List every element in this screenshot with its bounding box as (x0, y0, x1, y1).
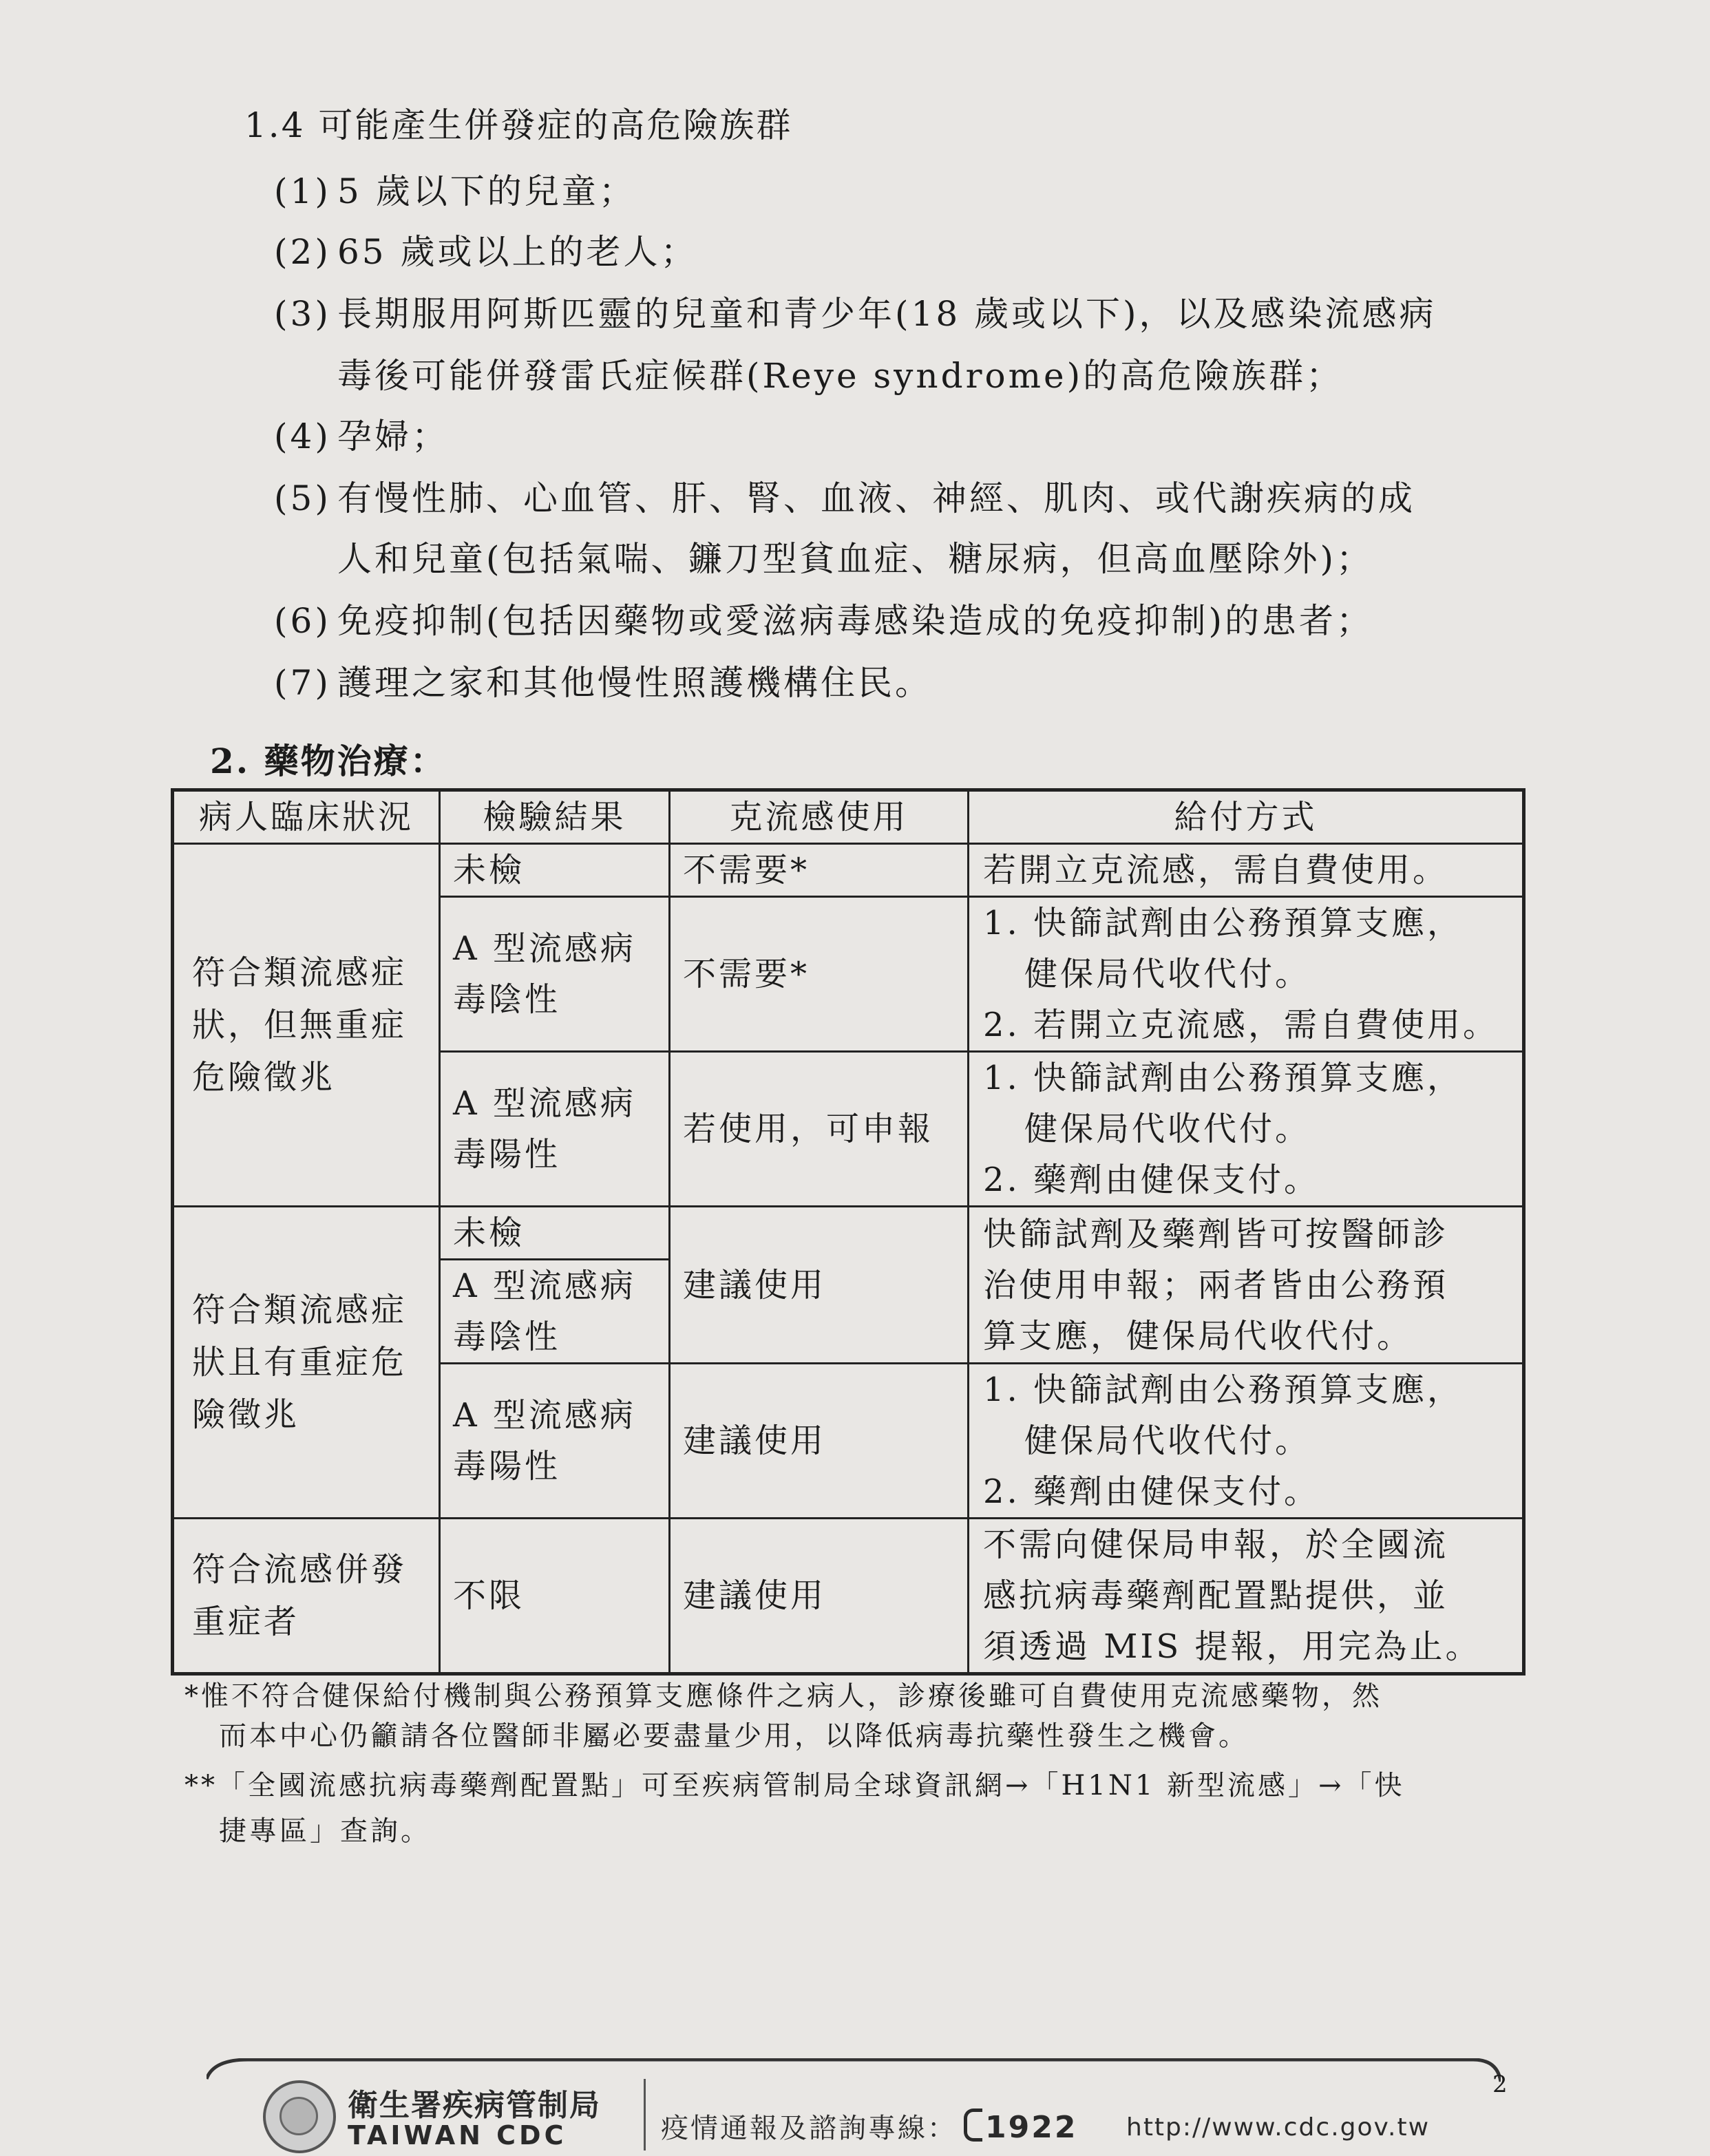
item-number: (7) (274, 663, 331, 703)
payment-cell: 1. 快篩試劑由公務預算支應， 健保局代收代付。 2. 藥劑由健保支付。 (969, 1364, 1524, 1519)
test-result-cell: A 型流感病 毒陰性 (440, 1260, 670, 1364)
footnote-1: *惟不符合健保給付機制與公務預算支應條件之病人，診療後雖可自費使用克流感藥物，然 (184, 1680, 1382, 1712)
payment-cell: 1. 快篩試劑由公務預算支應， 健保局代收代付。 2. 若開立克流感，需自費使用。 (969, 897, 1524, 1052)
test-result-cell: A 型流感病 毒陽性 (440, 1364, 670, 1519)
item-number: (6) (274, 601, 331, 641)
payment-cell: 不需向健保局申報，於全國流 感抗病毒藥劑配置點提供，並 須透過 MIS 提報，用完為止。 (969, 1519, 1524, 1674)
header-payment-method: 給付方式 (969, 790, 1524, 844)
table-row (173, 1519, 1524, 1674)
footer-url: http://www.cdc.gov.tw (1126, 2113, 1431, 2142)
list-item (274, 471, 1415, 520)
phone-icon (964, 2109, 982, 2142)
drug-treatment-table (171, 788, 1526, 1676)
tamiflu-use-cell: 建議使用 (670, 1364, 969, 1519)
test-result-cell: 不限 (440, 1519, 670, 1674)
table-header-row (173, 790, 1524, 844)
test-result-cell: 未檢 (440, 1207, 670, 1260)
header-test-result: 檢驗結果 (440, 790, 670, 844)
tamiflu-use-cell: 不需要* (670, 897, 969, 1052)
tamiflu-use-cell: 若使用，可申報 (670, 1052, 969, 1207)
section-2-title: 2. 藥物治療： (210, 741, 447, 781)
item-number: (5) (274, 478, 331, 518)
item-text: 有慢性肺、心血管、肝、腎、血液、神經、肌肉、或代謝疾病的成 (337, 478, 1415, 518)
list-item (274, 409, 449, 458)
item-text: 孕婦； (337, 416, 449, 456)
condition-cell: 符合類流感症 狀且有重症危 險徵兆 (173, 1207, 440, 1519)
test-result-cell: 未檢 (440, 844, 670, 897)
section-1-4-title: 1.4 可能產生併發症的高危險族群 (244, 105, 793, 145)
header-tamiflu-use: 克流感使用 (670, 790, 969, 844)
table-row (173, 1207, 1524, 1260)
footnote-1-continued: 而本中心仍籲請各位醫師非屬必要盡量少用，以降低病毒抗藥性發生之機會。 (219, 1720, 1249, 1752)
test-result-cell: A 型流感病 毒陰性 (440, 897, 670, 1052)
tamiflu-use-cell: 建議使用 (670, 1207, 969, 1364)
item-text: 5 歲以下的兒童； (337, 171, 636, 211)
footer-divider (644, 2079, 646, 2150)
payment-cell: 快篩試劑及藥劑皆可按醫師診 治使用申報；兩者皆由公務預 算支應，健保局代收代付。 (969, 1207, 1524, 1364)
hotline-number: 1922 (985, 2110, 1078, 2145)
list-item (274, 286, 1437, 336)
page-number: 2 (1492, 2071, 1508, 2098)
payment-cell: 若開立克流感，需自費使用。 (969, 844, 1524, 897)
item-text: 65 歲或以上的老人； (337, 232, 698, 272)
list-item (274, 164, 636, 213)
item-number: (1) (274, 171, 331, 211)
item-text: 免疫抑制(包括因藥物或愛滋病毒感染造成的免疫抑制)的患者； (337, 601, 1374, 641)
footer-hotline (661, 2106, 1077, 2146)
footnote-2: **「全國流感抗病毒藥劑配置點」可至疾病管制局全球資訊網→「H1N1 新型流感」→「快 (184, 1770, 1405, 1801)
list-item (274, 655, 932, 705)
tamiflu-use-cell: 建議使用 (670, 1519, 969, 1674)
tamiflu-use-cell: 不需要* (670, 844, 969, 897)
item-text: 長期服用阿斯匹靈的兒童和青少年(18 歲或以下)，以及感染流感病 (337, 294, 1437, 334)
item-text-continued: 人和兒童(包括氣喘、鐮刀型貧血症、糖尿病，但高血壓除外)； (337, 539, 1374, 579)
list-item (274, 224, 698, 274)
footer-org-english: TAIWAN CDC (348, 2120, 567, 2150)
hotline-label: 疫情通報及諮詢專線： (661, 2113, 957, 2144)
item-text-continued: 毒後可能併發雷氏症候群(Reye syndrome)的高危險族群； (337, 356, 1344, 396)
header-clinical-status: 病人臨床狀況 (173, 790, 440, 844)
payment-cell: 1. 快篩試劑由公務預算支應， 健保局代收代付。 2. 藥劑由健保支付。 (969, 1052, 1524, 1207)
list-item (274, 593, 1373, 643)
item-number: (4) (274, 416, 331, 456)
table-row (173, 844, 1524, 897)
condition-cell: 符合流感併發 重症者 (173, 1519, 440, 1674)
item-text: 護理之家和其他慢性照護機構住民。 (337, 663, 932, 703)
item-number: (2) (274, 232, 331, 272)
cdc-seal-logo (263, 2080, 336, 2153)
footer-org-name: 衛生署疾病管制局 (348, 2088, 601, 2123)
test-result-cell: A 型流感病 毒陽性 (440, 1052, 670, 1207)
item-number: (3) (274, 294, 331, 334)
condition-cell: 符合類流感症 狀，但無重症 危險徵兆 (173, 844, 440, 1207)
footnote-2-continued: 捷專區」查詢。 (219, 1815, 431, 1847)
